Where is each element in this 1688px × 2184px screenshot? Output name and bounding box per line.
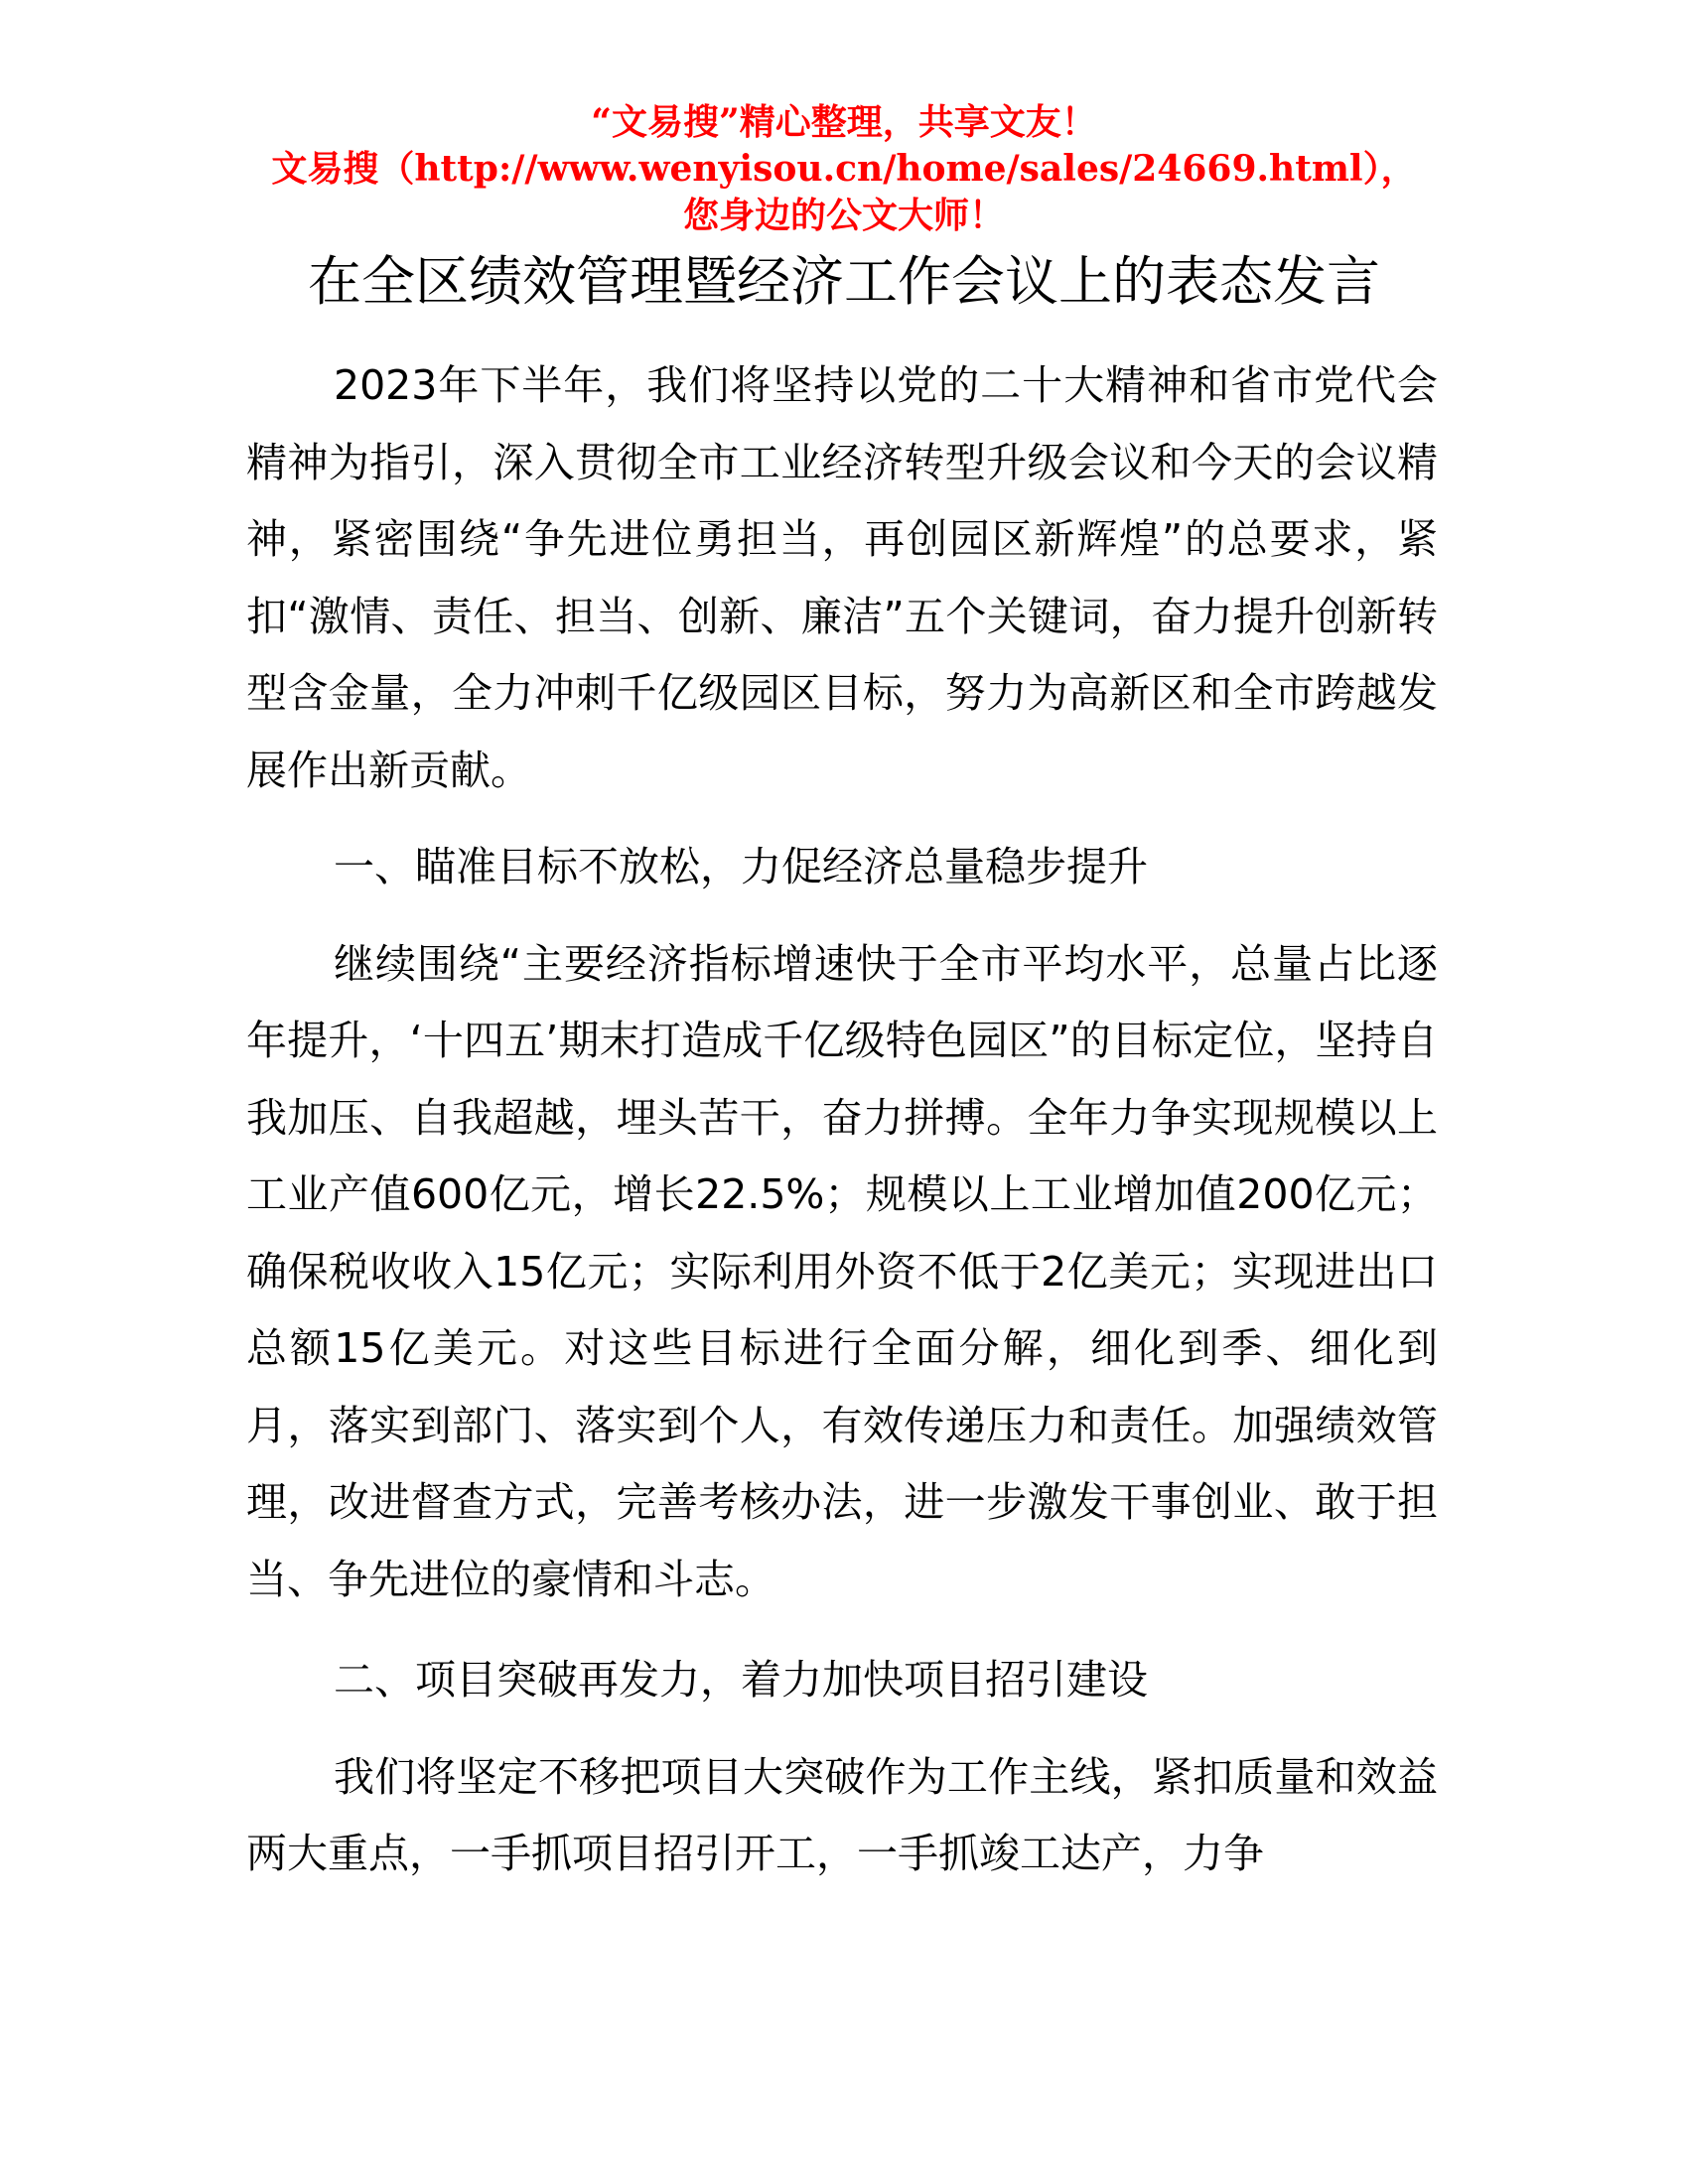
section-2-paragraph: 我们将坚定不移把项目大突破作为工作主线，紧扣质量和效益两大重点，一手抓项目招引开工，一手抓竣工达产，力争 <box>246 1752 1438 1877</box>
watermark-header <box>0 99 1688 239</box>
document-title: 在全区绩效管理暨经济工作会议上的表态发言 <box>308 250 1380 313</box>
section-1-heading: 一、瞄准目标不放松，力促经济总量稳步提升 <box>334 843 1148 890</box>
watermark-line-1: “文易搜”精心整理，共享文友！ <box>591 101 1097 143</box>
intro-paragraph: 2023年下半年，我们将坚持以党的二十大精神和省市党代会精神为指引，深入贯彻全市工业经济转型升级会议和今天的会议精神，紧密围绕“争先进位勇担当，再创园区新辉煌”的总要求，紧扣“激情、责任、担当、创新、廉洁”五个关键词，奋力提升创新转型含金量，全力冲刺千亿级园区目标，努力为高新区和全市跨越发展作出新贡献。 <box>246 361 1438 794</box>
watermark-line-2: 文易搜（http://www.wenyisou.cn/home/sales/24669.html）， <box>271 148 1417 190</box>
section-1-paragraph: 继续围绕“主要经济指标增速快于全市平均水平，总量占比逐年提升，‘十四五’期末打造成千亿级特色园区”的目标定位，坚持自我加压、自我超越，埋头苦干，奋力拼搏。全年力争实现规模以上工业产值600亿元，增长22.5%；规模以上工业增加值200亿元；确保税收收入15亿元；实际利用外资不低于2亿美元；实现进出口总额15亿美元。对这些目标进行全面分解，细化到季、细化到月，落实到部门、落实到个人，有效传递压力和责任。加强绩效管理，改进督查方式，完善考核办法，进一步激发干事创业、敢于担当、争先进位的豪情和斗志。 <box>246 939 1438 1603</box>
document-body <box>246 347 1438 1893</box>
watermark-line-3: 您身边的公文大师！ <box>682 195 1005 236</box>
section-2-heading: 二、项目突破再发力，着力加快项目招引建设 <box>334 1656 1148 1704</box>
